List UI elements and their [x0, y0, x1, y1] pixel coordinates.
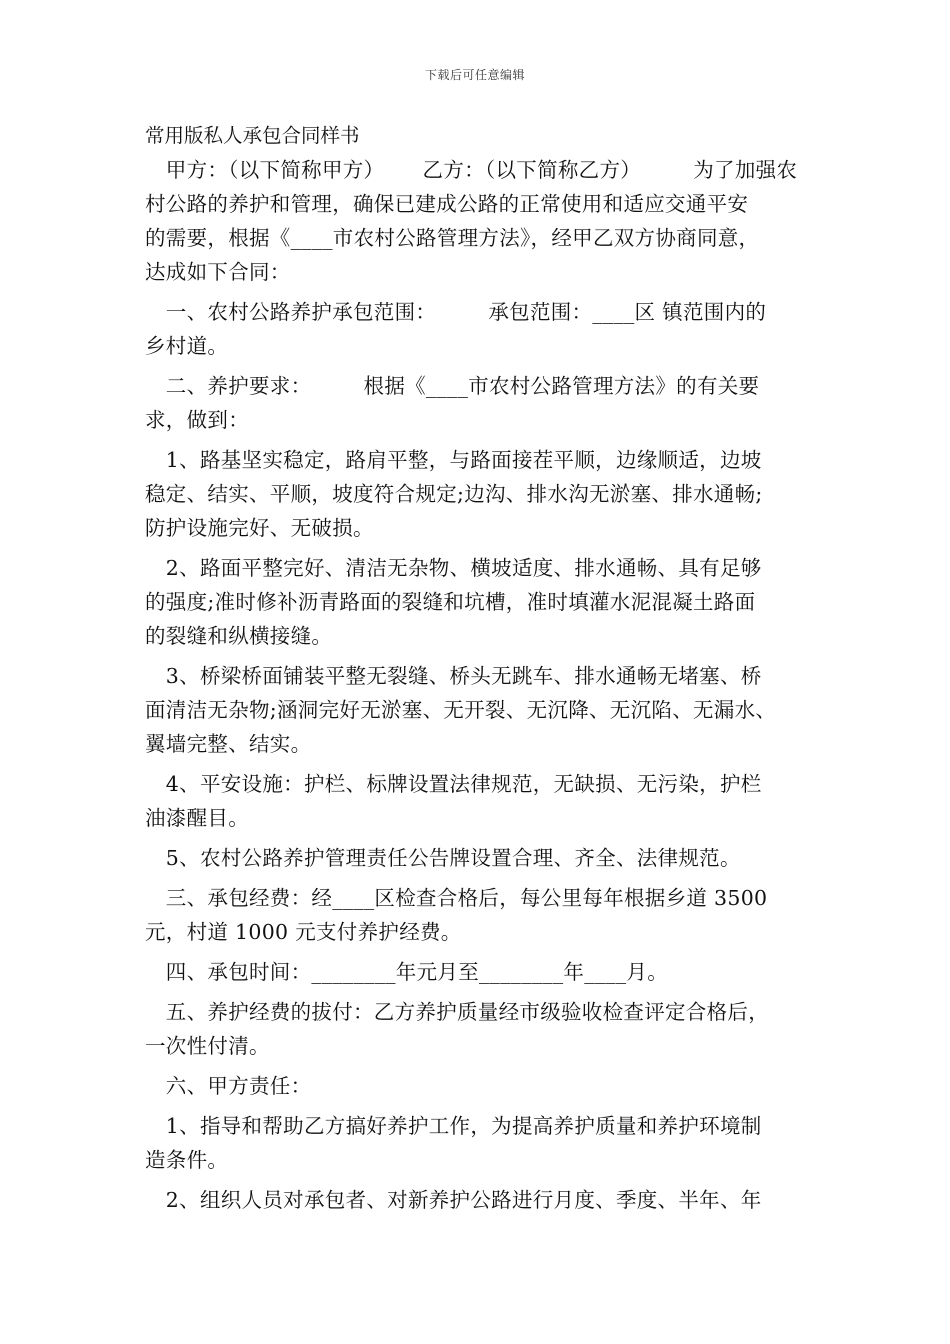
paragraph — [145, 1109, 825, 1177]
paragraph — [145, 153, 825, 289]
text-line: 二、养护要求： 根据《____市农村公路管理方法》的有关要 — [145, 374, 760, 398]
document-body — [145, 119, 825, 1217]
text-line: 四、承包时间：________年元月至________年____月。 — [145, 960, 668, 984]
text-line: 2、路面平整完好、清洁无杂物、横坡适度、排水通畅、具有足够 — [145, 556, 762, 580]
text-line: 1、指导和帮助乙方搞好养护工作，为提高养护质量和养护环境制 — [145, 1114, 762, 1138]
paragraph — [145, 659, 825, 761]
text-line: 五、养护经费的拔付：乙方养护质量经市级验收检查评定合格后， — [145, 1000, 769, 1024]
text-line: 5、农村公路养护管理责任公告牌设置合理、齐全、法律规范。 — [145, 846, 741, 870]
text-line: 达成如下合同： — [145, 260, 291, 284]
paragraph — [145, 369, 825, 437]
text-line: 4、平安设施：护栏、标牌设置法律规范，无缺损、无污染，护栏 — [145, 772, 762, 796]
paragraph — [145, 995, 825, 1063]
text-line: 六、甲方责任： — [145, 1074, 312, 1098]
text-line: 3、桥梁桥面铺装平整无裂缝、桥头无跳车、排水通畅无堵塞、桥 — [145, 664, 762, 688]
text-line: 的强度;准时修补沥青路面的裂缝和坑槽，准时填灌水泥混凝土路面 — [145, 590, 756, 614]
text-line: 2、组织人员对承包者、对新养护公路进行月度、季度、半年、年 — [145, 1188, 762, 1212]
text-line: 三、承包经费：经____区检查合格后，每公里每年根据乡道 3500 — [145, 886, 768, 910]
text-line: 翼墙完整、结实。 — [145, 732, 312, 756]
page-header: 下载后可任意编辑 — [424, 68, 525, 82]
paragraph — [145, 841, 825, 875]
text-line: 面清洁无杂物;涵洞完好无淤塞、无开裂、无沉降、无沉陷、无漏水、 — [145, 698, 777, 722]
paragraph — [145, 955, 825, 989]
text-line: 一次性付清。 — [145, 1034, 270, 1058]
text-line: 元，村道 1000 元支付养护经费。 — [145, 920, 462, 944]
paragraph — [145, 1069, 825, 1103]
paragraph — [145, 443, 825, 545]
text-line: 的裂缝和纵横接缝。 — [145, 624, 333, 648]
paragraph — [145, 767, 825, 835]
text-line: 防护设施完好、无破损。 — [145, 516, 374, 540]
document-title: 常用版私人承包合同样书 — [145, 124, 360, 147]
text-line: 一、农村公路养护承包范围： 承包范围：____区 镇范围内的 — [145, 300, 767, 324]
text-line: 油漆醒目。 — [145, 806, 249, 830]
paragraph — [145, 881, 825, 949]
paragraph — [145, 295, 825, 363]
paragraph — [145, 1183, 825, 1217]
text-line: 造条件。 — [145, 1148, 229, 1172]
text-line: 1、路基坚实稳定，路肩平整，与路面接茬平顺，边缘顺适，边坡 — [145, 448, 762, 472]
text-line: 甲方：（以下简称甲方） 乙方：（以下简称乙方） 为了加强农 — [145, 158, 798, 182]
text-line: 乡村道。 — [145, 334, 229, 358]
text-line: 的需要，根据《____市农村公路管理方法》，经甲乙双方协商同意， — [145, 226, 760, 250]
text-line: 求，做到： — [145, 408, 249, 432]
text-line: 稳定、结实、平顺，坡度符合规定;边沟、排水沟无淤塞、排水通畅; — [145, 482, 763, 506]
paragraph — [145, 551, 825, 653]
text-line: 村公路的养护和管理，确保已建成公路的正常使用和适应交通平安 — [145, 192, 749, 216]
